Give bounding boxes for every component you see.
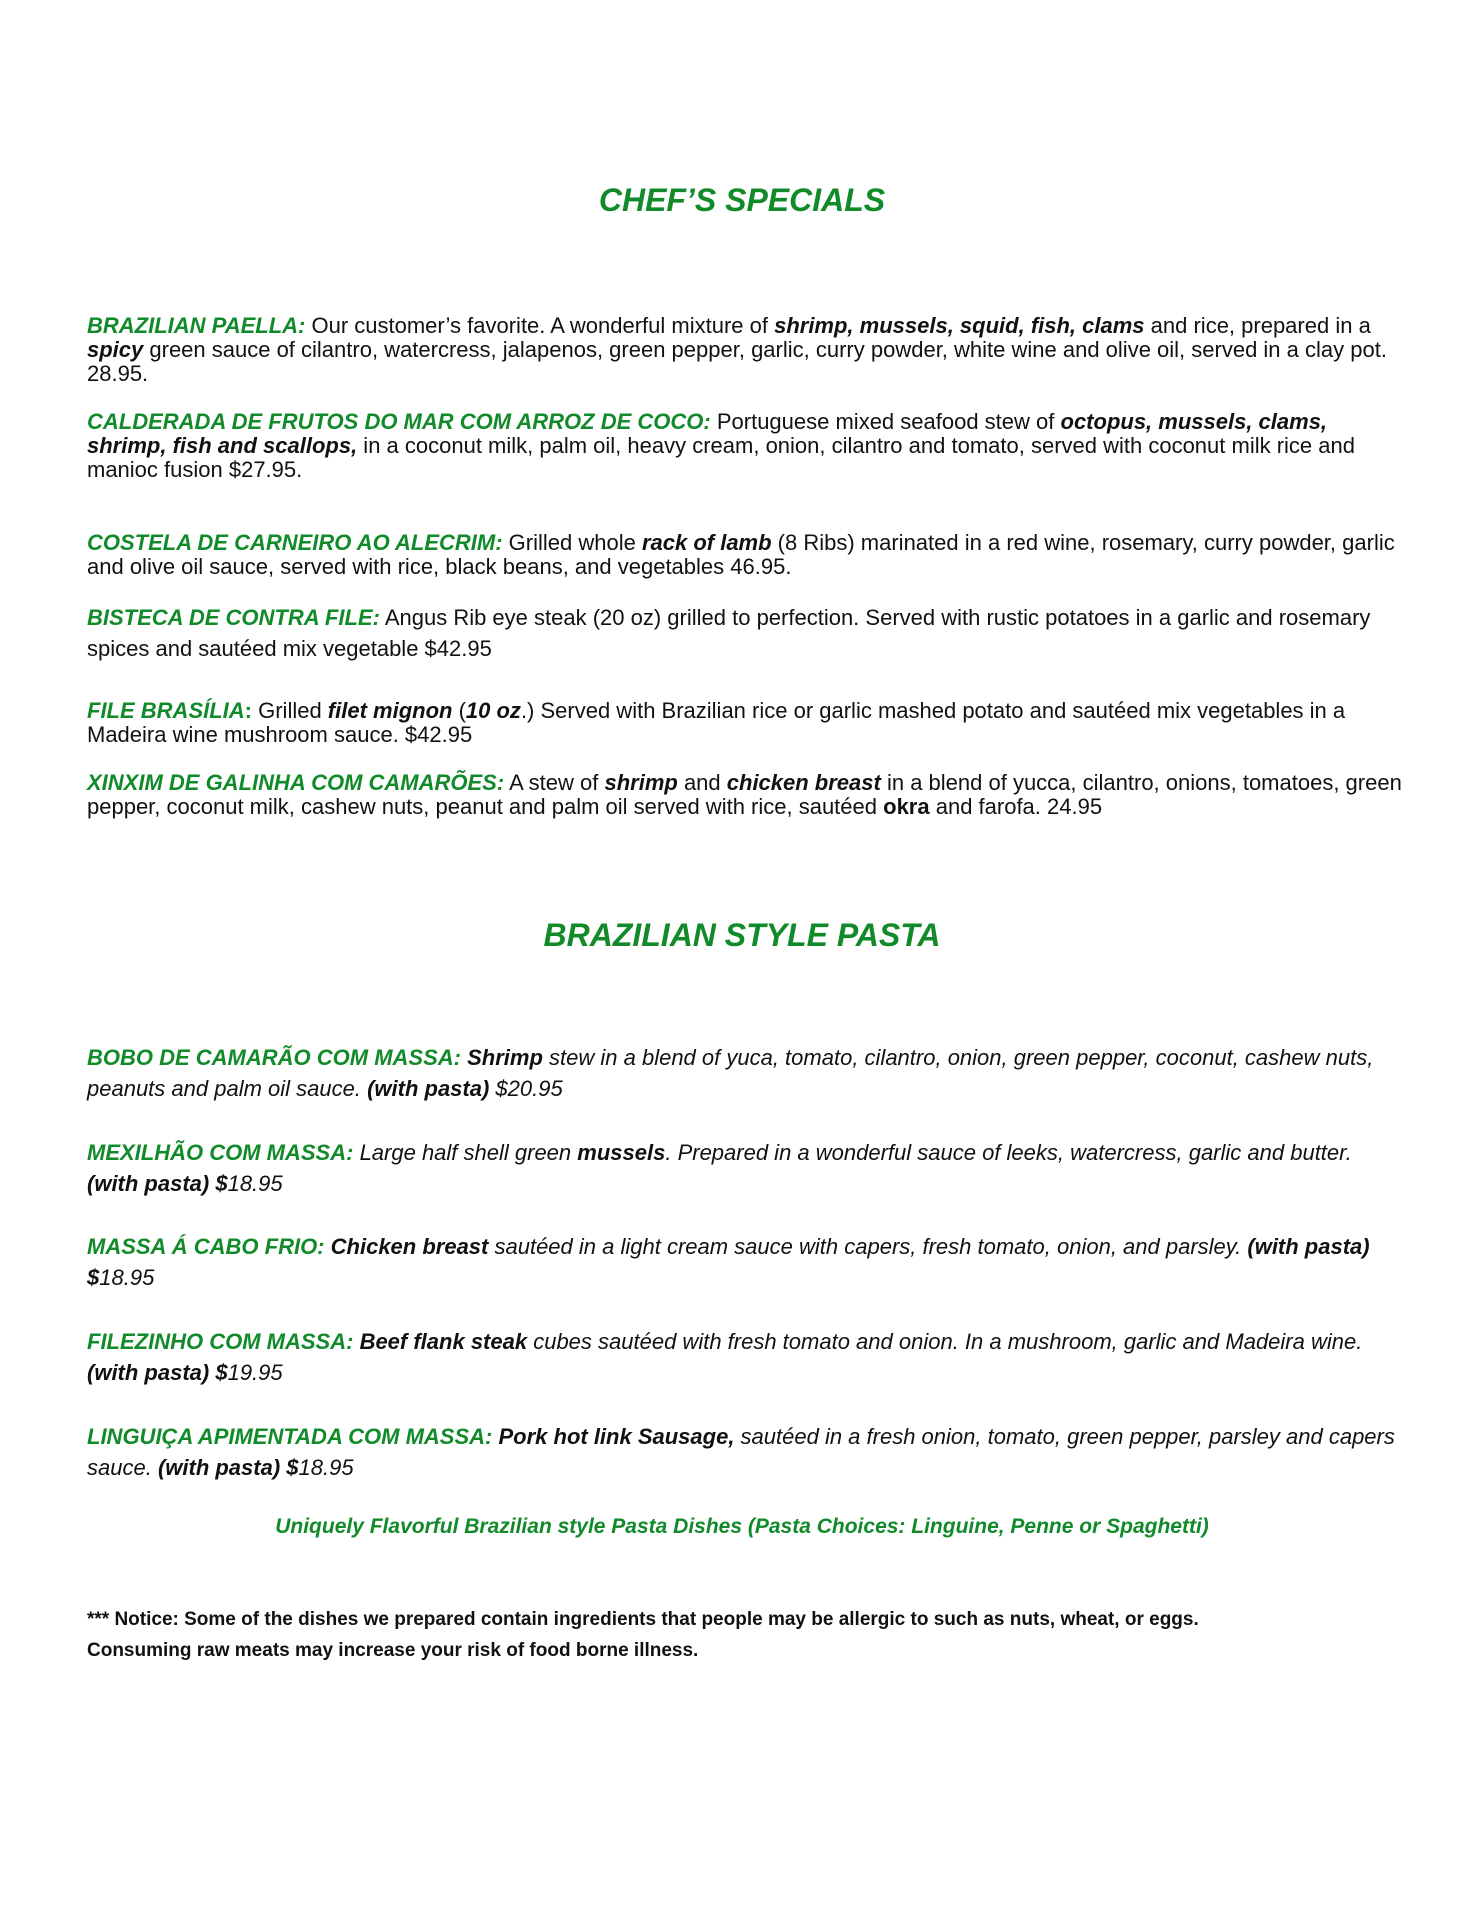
item-name: FILEZINHO COM MASSA:	[87, 1329, 354, 1354]
item-highlight: Chicken breast	[330, 1234, 489, 1259]
allergy-notice	[87, 1604, 1407, 1666]
item-name-colon: :	[244, 698, 252, 723]
menu-item-calderada	[87, 410, 1407, 482]
menu-item-brazilian-paella	[87, 314, 1407, 386]
item-highlight: filet mignon	[327, 698, 453, 723]
item-text: sautéed in a light cream sauce with capers, fresh tomato, onion, and parsley.	[488, 1234, 1248, 1259]
item-text: (8 Ribs) marinated in a red wine, rosemary, curry powder, garlic and olive oil sauce, served with rice, black beans, and vegetables 46.95.	[87, 530, 1395, 579]
item-highlight: mussels	[577, 1140, 666, 1165]
pasta-choices-tagline: Uniquely Flavorful Brazilian style Pasta Dishes (Pasta Choices: Linguine, Penne or Spaghetti)	[275, 1515, 1209, 1538]
item-name: COSTELA DE CARNEIRO AO ALECRIM:	[87, 530, 503, 555]
item-text: A stew of	[504, 770, 605, 795]
item-text: and farofa. 24.95	[929, 794, 1103, 819]
item-highlight: shrimp, mussels, squid, fish, clams	[774, 313, 1145, 338]
item-text: cubes sautéed with fresh tomato and onion. In a mushroom, garlic and Madeira wine.	[527, 1329, 1363, 1354]
item-price: $20.95	[489, 1076, 563, 1101]
item-text: Angus Rib eye steak (20 oz) grilled to perfection. Served with rustic potatoes in a garlic and rosemary spices and sautéed mix vegetable $42.95	[87, 605, 1371, 661]
item-text: Portuguese mixed seafood stew of	[710, 409, 1061, 434]
raw-meat-notice-line: Consuming raw meats may increase your risk of food borne illness.	[87, 1640, 699, 1661]
menu-item-bisteca-de-contra-file	[87, 602, 1407, 664]
item-highlight: spicy	[87, 337, 144, 362]
item-name: MEXILHÃO COM MASSA:	[87, 1140, 354, 1165]
item-text: and	[677, 770, 727, 795]
item-price: 19.95	[227, 1360, 283, 1385]
item-text: Large half shell green	[353, 1140, 578, 1165]
menu-item-xinxim-de-galinha	[87, 771, 1407, 819]
item-highlight: (with pasta) $	[87, 1360, 228, 1385]
item-name: XINXIM DE GALINHA COM CAMARÕES:	[87, 770, 505, 795]
item-text: Grilled whole	[502, 530, 642, 555]
menu-item-filezinho	[87, 1326, 1407, 1388]
item-text: . Prepared in a wonderful sauce of leeks, watercress, garlic and butter.	[665, 1140, 1352, 1165]
menu-item-file-brasilia	[87, 699, 1407, 747]
item-text: stew in a blend of yuca, tomato, cilantro, onion, green pepper, coconut, cashew nuts, peanuts and palm oil sauce.	[87, 1045, 1374, 1101]
item-name: BOBO DE CAMARÃO COM MASSA:	[87, 1045, 461, 1070]
item-text: Our customer’s favorite. A wonderful mixture of	[305, 313, 775, 338]
item-highlight: (with pasta) $	[87, 1171, 228, 1196]
item-price: 18.95	[99, 1265, 155, 1290]
item-name: LINGUIÇA APIMENTADA COM MASSA:	[87, 1424, 493, 1449]
item-text: (	[452, 698, 466, 723]
item-text: Grilled	[252, 698, 328, 723]
allergy-notice-line: *** Notice: Some of the dishes we prepared contain ingredients that people may be allergic to such as nuts, wheat, or eggs.	[87, 1609, 1199, 1630]
item-highlight: chicken breast	[726, 770, 881, 795]
item-highlight: (with pasta) $	[87, 1234, 1370, 1290]
item-highlight: Pork hot link Sausage,	[498, 1424, 735, 1449]
brazilian-style-pasta-heading: BRAZILIAN STYLE PASTA	[543, 917, 941, 953]
item-text: green sauce of cilantro, watercress, jalapenos, green pepper, garlic, curry powder, white wine and olive oil, served in a clay pot. 28.95.	[87, 337, 1387, 386]
item-highlight: octopus, mussels, clams, shrimp, fish and scallops,	[87, 409, 1328, 458]
menu-item-bobo-de-camarao	[87, 1042, 1407, 1104]
item-price: 18.95	[298, 1455, 354, 1480]
item-highlight: Beef flank steak	[359, 1329, 528, 1354]
menu-item-costela-de-carneiro	[87, 531, 1407, 579]
item-text: and rice, prepared in a	[1144, 313, 1371, 338]
item-highlight: (with pasta) $	[157, 1455, 299, 1480]
item-text: in a blend of yucca, cilantro, onions, tomatoes, green pepper, coconut milk, cashew nuts, peanut and palm oil served with rice, sautéed	[87, 770, 1402, 819]
item-text: in a coconut milk, palm oil, heavy cream, onion, cilantro and tomato, served with coconut milk rice and manioc fusion $27.95.	[87, 433, 1355, 482]
item-highlight: okra	[883, 794, 930, 819]
item-highlight: 10 oz	[465, 698, 521, 723]
item-name: BISTECA DE CONTRA FILE:	[87, 605, 380, 630]
menu-item-mexilhao	[87, 1137, 1407, 1199]
item-name: BRAZILIAN PAELLA:	[87, 313, 306, 338]
item-price: 18.95	[227, 1171, 283, 1196]
item-highlight: Shrimp	[467, 1045, 543, 1070]
item-highlight: rack of lamb	[641, 530, 772, 555]
item-highlight: shrimp	[604, 770, 678, 795]
item-name: FILE BRASÍLIA	[87, 698, 245, 723]
item-name: CALDERADA DE FRUTOS DO MAR COM ARROZ DE COCO:	[87, 409, 711, 434]
item-name: MASSA Á CABO FRIO:	[87, 1234, 325, 1259]
menu-item-massa-a-cabo-frio	[87, 1231, 1407, 1293]
item-highlight: (with pasta)	[367, 1076, 490, 1101]
chefs-specials-heading: CHEF’S SPECIALS	[598, 182, 886, 218]
item-text: sautéed in a fresh onion, tomato, green pepper, parsley and capers sauce.	[87, 1424, 1395, 1480]
menu-item-linguica-apimentada	[87, 1421, 1407, 1483]
item-text: .) Served with Brazilian rice or garlic mashed potato and sautéed mix vegetables in a Madeira wine mushroom sauce. $42.95	[87, 698, 1346, 747]
